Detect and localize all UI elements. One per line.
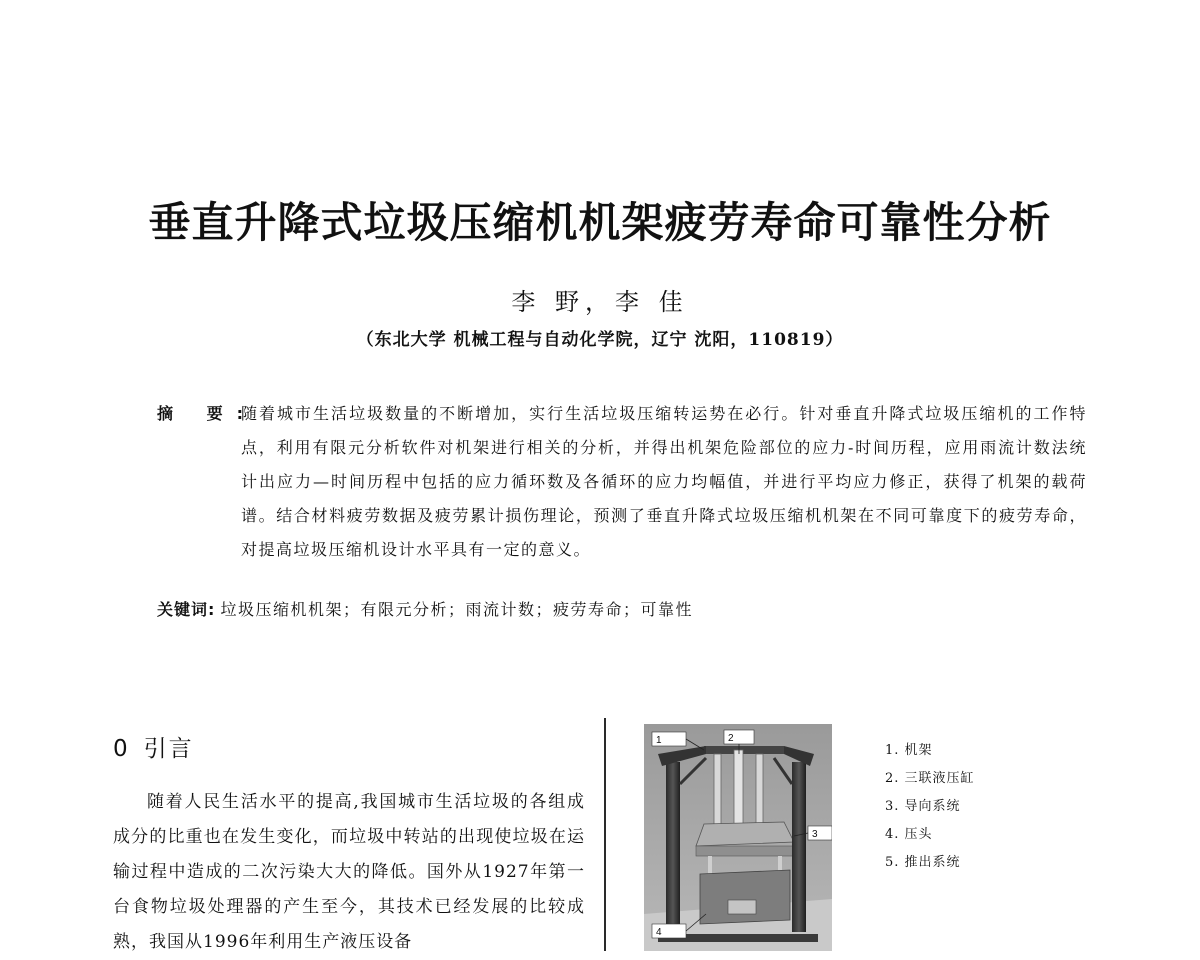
keywords-block [157,597,1087,623]
section-title: 引言 [143,736,194,762]
legend-item: 2. 三联液压缸 [885,771,975,786]
section-number: 0 [113,736,130,762]
abstract-label: 摘 要: [157,404,257,423]
compactor-frame-drawing [644,724,832,951]
body-paragraph: 随着人民生活水平的提高,我国城市生活垃圾的各组成成分的比重也在发生变化，而垃圾中转站的出现使垃圾在运输过程中造成的二次污染大大的降低。国外从1927年第一台食物垃圾处理器的产生至今，其技术已经发展的比较成熟，我国从1996年利用生产液压设备 [113,792,585,952]
column-divider [604,718,606,951]
compactor-frame-figure [644,724,832,951]
legend-item: 1. 机架 [885,743,933,758]
abstract-text: 随着城市生活垃圾数量的不断增加，实行生活垃圾压缩转运势在必行。针对垂直升降式垃圾压缩机的工作特点，利用有限元分析软件对机架进行相关的分析，并得出机架危险部位的应力-时间历程，应用雨流计数法统计出应力—时间历程中包括的应力循环数及各循环的应力均幅值，并进行平均应力修正，获得了机架的载荷谱。结合材料疲劳数据及疲劳累计损伤理论，预测了垂直升降式垃圾压缩机机架在不同可靠度下的疲劳寿命，对提高垃圾压缩机设计水平具有一定的意义。 [241,404,1087,559]
legend-item: 5. 推出系统 [885,855,961,870]
callout-4: 4 [656,927,662,938]
authors: 李 野，李 佳 [511,288,689,316]
section-heading [113,730,194,763]
callout-2: 2 [728,733,734,744]
keywords-text: 垃圾压缩机机架；有限元分析；雨流计数；疲劳寿命；可靠性 [220,600,694,619]
legend-item: 4. 压头 [885,827,933,842]
abstract-block [157,397,1087,567]
figure-legend [885,737,975,877]
keywords-label: 关键词: [157,600,216,619]
paper-title: 垂直升降式垃圾压缩机机架疲劳寿命可靠性分析 [148,198,1052,247]
callout-1: 1 [656,735,662,746]
callout-3: 3 [812,829,818,840]
legend-item: 3. 导向系统 [885,799,961,814]
affiliation: （东北大学 机械工程与自动化学院，辽宁 沈阳，110819） [356,330,844,350]
